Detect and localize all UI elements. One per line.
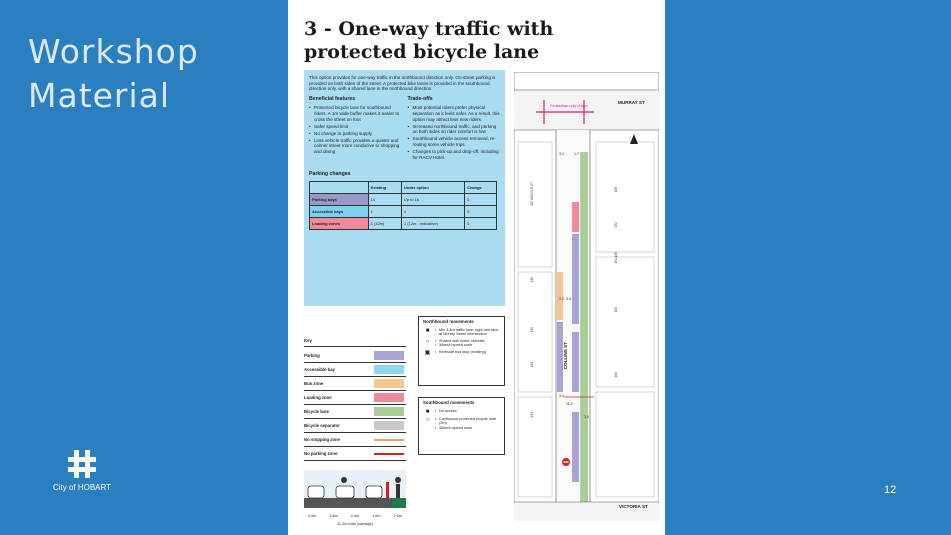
key-swatch: [374, 439, 404, 441]
key-swatch: [374, 365, 404, 374]
parking-table: [309, 181, 497, 230]
bicycle-icon: ○: [425, 416, 430, 423]
street-label-victoria: VICTORIA ST: [619, 504, 648, 509]
movement-item: • Continuous protected bicycle lane (2m): [435, 417, 500, 426]
parking-cell: 0: [465, 206, 497, 218]
key-row: [304, 377, 406, 391]
parking-row: [310, 206, 497, 218]
parking-col-header: Existing: [368, 182, 401, 194]
dim-label: 2.0m: [308, 514, 317, 518]
parking-row: [310, 194, 497, 206]
movement-item: • 30km/h speed zone: [435, 343, 485, 348]
street-cross-section: [304, 470, 406, 526]
intro-text: This option provides for one-way traffic in the northbound direction only. On-street parking is provided on both sides of the street. A protected bike lanes is provided in the southbound direction only, with a shared lane in the northbound direction.: [309, 75, 496, 92]
city-of-hobart-logo: [42, 448, 122, 492]
parking-cell: 1: [368, 206, 401, 218]
movement-item: • Shared with motor vehicles: [435, 339, 485, 344]
key-title: Key: [304, 338, 406, 347]
dimension-label: 3.4: [559, 152, 564, 156]
movement-group: [423, 328, 500, 337]
movement-group: [423, 339, 500, 348]
movement-group: [423, 350, 500, 356]
movement-group: [423, 409, 500, 415]
key-swatch: [374, 421, 404, 430]
parking-header-row: [310, 182, 497, 194]
property-label: 154-156: [614, 252, 618, 264]
document-sheet: [288, 0, 665, 535]
dimension-label: 1.7: [574, 152, 579, 156]
key-row: [304, 363, 406, 377]
sheet-title: 3 - One-way traffic with protected bicycle lane: [304, 18, 554, 63]
cross-section-dims: [304, 514, 406, 518]
movement-item: • Kerbside bus stop (existing): [435, 350, 486, 355]
beneficial-item: • No change to parking supply: [309, 131, 402, 137]
info-box: [304, 70, 505, 306]
northbound-heading: Northbound movements: [423, 319, 474, 324]
property-label: 125: [530, 327, 534, 333]
property-label: 107 ARGYLE ST: [530, 182, 534, 206]
key-swatch: [374, 351, 404, 360]
property-label: 150: [614, 307, 618, 313]
tradeoffs-heading: Trade-offs: [407, 95, 433, 102]
parking-cell: 0: [465, 218, 497, 230]
key-label: No stopping zone: [304, 437, 341, 442]
trade-offs: [408, 97, 501, 162]
map-key: [304, 338, 406, 461]
key-row: [304, 419, 406, 433]
movement-group: [423, 417, 500, 431]
southbound-movements-box: [418, 397, 505, 455]
parking-cell: 1 (12m - indicative): [401, 218, 464, 230]
street-label-murray: MURRAY ST: [618, 100, 645, 105]
movement-item: • Min 3.4m traffic lane, right turn lane at Murray Street intersection: [435, 328, 500, 337]
key-swatch: [374, 407, 404, 416]
dim-label: 1.0m: [372, 514, 381, 518]
dimension-label: 2.2: [559, 297, 564, 301]
parking-cell: Up to 16: [401, 194, 464, 206]
dimension-label: 3.4: [559, 394, 564, 398]
key-swatch: [374, 379, 404, 388]
property-label: 160: [614, 372, 618, 378]
parking-row-label: Parking bays: [310, 194, 369, 206]
key-label: Accessible bay: [304, 367, 336, 372]
dim-label: 3.8m: [329, 514, 338, 518]
property-label: 119: [530, 277, 534, 283]
key-label: No parking zone: [304, 451, 338, 456]
dimension-label: 3.4: [566, 297, 571, 301]
parking-row-label: Loading zones: [310, 218, 369, 230]
car-icon: ■: [425, 327, 430, 334]
key-label: Loading zone: [304, 395, 332, 400]
slide-title: [28, 30, 199, 118]
key-row: [304, 447, 406, 461]
tradeoff-item: • Most potential riders prefer physical separation as it feels safer. As a result, this option may attract less new riders.: [408, 105, 501, 122]
cross-section-total: 11.2m total (carriage): [337, 522, 373, 526]
key-label: Bus zone: [304, 381, 324, 386]
tradeoff-item: • Changes to pick-up and drop-off, including for RACV Hotel.: [408, 149, 501, 160]
beneficial-item: • Safer speed limit: [309, 124, 402, 130]
dimension-label: 11.2: [566, 402, 573, 406]
dimension-label: 1.0: [584, 415, 589, 419]
dim-label: 2.0m: [393, 514, 402, 518]
property-label: 151: [530, 412, 534, 418]
slide-title-line2: Material: [28, 76, 171, 115]
hobart-logo-icon: [66, 448, 98, 480]
parking-cell: 14: [368, 194, 401, 206]
parking-col-header: [310, 182, 369, 194]
parking-col-header: Under option: [401, 182, 464, 194]
key-swatch: [374, 453, 404, 455]
key-row: [304, 391, 406, 405]
pedestrian-note: Pedestrian only phase: [550, 104, 588, 108]
key-label: Parking: [304, 353, 320, 358]
beneficial-item: • Less vehicle traffic provides a quieter and calmer street more conducive to shopping and dining: [309, 138, 402, 155]
parking-col-header: Change: [465, 182, 497, 194]
property-label: 143: [530, 362, 534, 368]
parking-cell: 1: [401, 206, 464, 218]
tradeoff-item: • Increased northbound traffic, and parking on both sides so rider comfort is low: [408, 124, 501, 135]
bus-icon: ▣: [424, 349, 431, 356]
southbound-heading: Southbound movements: [423, 400, 475, 405]
beneficial-heading: Beneficial features: [309, 95, 356, 102]
slide-title-line1: Workshop: [28, 32, 199, 71]
movement-item: • 40km/h speed zone: [435, 426, 500, 431]
movement-item: • No access: [435, 409, 457, 414]
parking-cell: 1 (12m): [368, 218, 401, 230]
tradeoff-item: • Southbound vehicle access removed, re-routing some vehicle trips.: [408, 136, 501, 147]
dim-label: 2.4m: [350, 514, 360, 518]
street-label-collins: COLLINS ST: [563, 342, 568, 370]
key-label: Bicycle separator: [304, 423, 340, 428]
page-number: 12: [884, 484, 897, 496]
beneficial-item: • Protected bicycle lane for southbound riders. A 1m wide buffer makes it easier to cross the street on foot: [309, 105, 402, 122]
cross-section-drawing: [304, 470, 406, 508]
beneficial-features: [309, 97, 402, 162]
key-row: [304, 349, 406, 363]
parking-row: [310, 218, 497, 230]
parking-row-label: Accessible bays: [310, 206, 369, 218]
northbound-movements-box: [418, 316, 505, 386]
car-icon: ■: [425, 408, 430, 415]
property-label: 158: [614, 187, 618, 193]
key-row: [304, 433, 406, 447]
property-label: 152: [614, 222, 618, 228]
parking-cell: 0: [465, 194, 497, 206]
street-plan-map: [514, 72, 659, 521]
parking-heading: Parking changes: [309, 170, 351, 177]
key-row: [304, 405, 406, 419]
key-label: Bicycle lane: [304, 409, 329, 414]
street-plan-drawing: [514, 72, 659, 521]
logo-text: City of HOBART: [52, 483, 112, 492]
bicycle-icon: ○: [425, 338, 430, 345]
key-swatch: [374, 393, 404, 402]
